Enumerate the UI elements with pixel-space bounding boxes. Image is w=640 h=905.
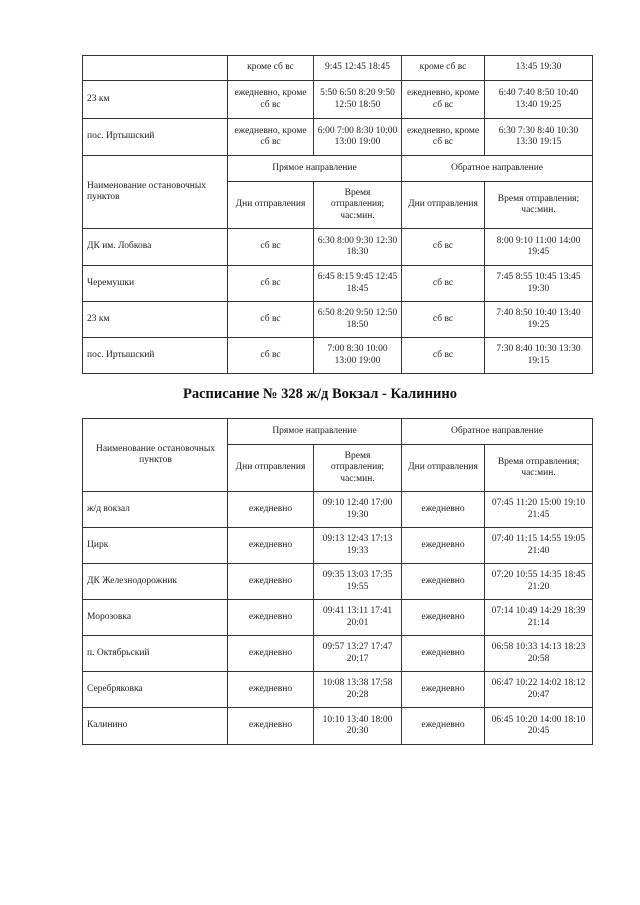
time-forward: 09:10 12:40 17:00 19:30 <box>314 492 402 528</box>
time-forward: 09:13 12:43 17:13 19:33 <box>314 528 402 564</box>
header-time-backward: Время отправления; час:мин. <box>485 182 593 229</box>
header-forward: Прямое направление <box>228 419 402 445</box>
days-backward: сб вс <box>402 338 485 374</box>
header-days-backward: Дни отправления <box>402 445 485 492</box>
days-forward: сб вс <box>228 302 314 338</box>
schedule-table-2 <box>82 418 593 745</box>
time-backward: 06:58 10:33 14:13 18:23 20:58 <box>485 636 593 672</box>
table-row <box>83 600 593 636</box>
time-forward: 6:45 8:15 9:45 12:45 18:45 <box>314 266 402 302</box>
days-backward: ежедневно <box>402 636 485 672</box>
header-stop-name: Наименование остановочных пунктов <box>83 156 228 229</box>
stop-name: ДК им. Лобкова <box>83 229 228 266</box>
header-days-forward: Дни отправления <box>228 445 314 492</box>
days-forward: сб вс <box>228 229 314 266</box>
stop-name: Цирк <box>83 528 228 564</box>
time-backward: 7:30 8:40 10:30 13:30 19:15 <box>485 338 593 374</box>
stop-name: пос. Иртышский <box>83 119 228 156</box>
days-forward: ежедневно, кроме сб вс <box>228 119 314 156</box>
time-backward: 7:40 8:50 10:40 13:40 19:25 <box>485 302 593 338</box>
days-backward: кроме сб вс <box>402 56 485 81</box>
stop-name: Серебряковка <box>83 672 228 708</box>
header-stop-name: Наименование остановочных пунктов <box>83 419 228 492</box>
time-forward: 10:10 13:40 18:00 20:30 <box>314 708 402 745</box>
header-row <box>83 419 593 445</box>
table-row <box>83 119 593 156</box>
weekend-section <box>83 156 593 374</box>
days-backward: ежедневно <box>402 528 485 564</box>
days-backward: сб вс <box>402 302 485 338</box>
stop-name: 23 км <box>83 81 228 119</box>
days-forward: ежедневно <box>228 600 314 636</box>
days-forward: ежедневно <box>228 636 314 672</box>
continuation-rows <box>83 56 593 156</box>
header-time-backward: Время отправления; час:мин. <box>485 445 593 492</box>
time-backward: 6:30 7:30 8:40 10:30 13:30 19:15 <box>485 119 593 156</box>
time-backward: 07:45 11:20 15:00 19:10 21:45 <box>485 492 593 528</box>
days-forward: ежедневно <box>228 672 314 708</box>
time-forward: 9:45 12:45 18:45 <box>314 56 402 81</box>
table-row <box>83 564 593 600</box>
time-backward: 07:40 11:15 14:55 19:05 21:40 <box>485 528 593 564</box>
days-backward: ежедневно <box>402 492 485 528</box>
time-forward: 6:50 8:20 9:50 12:50 18:50 <box>314 302 402 338</box>
header-backward: Обратное направление <box>402 419 593 445</box>
table-row <box>83 229 593 266</box>
table-row <box>83 492 593 528</box>
header-days-backward: Дни отправления <box>402 182 485 229</box>
days-backward: ежедневно <box>402 564 485 600</box>
schedule-table-1 <box>82 55 593 374</box>
header-forward: Прямое направление <box>228 156 402 182</box>
header-row <box>83 156 593 182</box>
section-title: Расписание № 328 ж/д Вокзал - Калинино <box>183 386 457 402</box>
days-backward: сб вс <box>402 229 485 266</box>
days-forward: ежедневно <box>228 528 314 564</box>
table-row <box>83 81 593 119</box>
time-forward: 09:41 13:11 17:41 20:01 <box>314 600 402 636</box>
table-row <box>83 528 593 564</box>
table-row <box>83 708 593 745</box>
stop-name: Калинино <box>83 708 228 745</box>
time-backward: 7:45 8:55 10:45 13:45 19:30 <box>485 266 593 302</box>
time-backward: 07:20 10:55 14:35 18:45 21:20 <box>485 564 593 600</box>
time-forward: 5:50 6:50 8:20 9:50 12:50 18:50 <box>314 81 402 119</box>
table-row <box>83 672 593 708</box>
days-forward: ежедневно, кроме сб вс <box>228 81 314 119</box>
time-forward: 6:30 8:00 9:30 12:30 18:30 <box>314 229 402 266</box>
days-forward: кроме сб вс <box>228 56 314 81</box>
stop-name: ДК Железнодорожник <box>83 564 228 600</box>
table-row <box>83 302 593 338</box>
stop-name: ж/д вокзал <box>83 492 228 528</box>
days-backward: ежедневно <box>402 672 485 708</box>
time-backward: 07:14 10:49 14:29 18:39 21:14 <box>485 600 593 636</box>
days-forward: ежедневно <box>228 492 314 528</box>
time-backward: 06:47 10:22 14:02 18:12 20:47 <box>485 672 593 708</box>
table-row <box>83 56 593 81</box>
header-time-forward: Время отправления; час:мин. <box>314 182 402 229</box>
time-backward: 8:00 9:10 11:00 14:00 19:45 <box>485 229 593 266</box>
days-forward: ежедневно <box>228 564 314 600</box>
days-backward: ежедневно <box>402 708 485 745</box>
stop-name: п. Октябрьский <box>83 636 228 672</box>
days-backward: ежедневно, кроме сб вс <box>402 119 485 156</box>
header-time-forward: Время отправления; час:мин. <box>314 445 402 492</box>
table-row <box>83 636 593 672</box>
time-backward: 06:45 10:20 14:00 18:10 20:45 <box>485 708 593 745</box>
time-forward: 10:08 13:38 17:58 20:28 <box>314 672 402 708</box>
table-row <box>83 266 593 302</box>
stop-name: пос. Иртышский <box>83 338 228 374</box>
header-backward: Обратное направление <box>402 156 593 182</box>
time-forward: 6:00 7:00 8:30 10:00 13:00 19:00 <box>314 119 402 156</box>
time-backward: 6:40 7:40 8:50 10:40 13:40 19:25 <box>485 81 593 119</box>
stop-name: Черемушки <box>83 266 228 302</box>
days-backward: ежедневно, кроме сб вс <box>402 81 485 119</box>
days-forward: сб вс <box>228 338 314 374</box>
days-forward: сб вс <box>228 266 314 302</box>
days-backward: сб вс <box>402 266 485 302</box>
header-days-forward: Дни отправления <box>228 182 314 229</box>
time-forward: 09:35 13:03 17:35 19:55 <box>314 564 402 600</box>
stop-name: 23 км <box>83 302 228 338</box>
stop-name: Морозовка <box>83 600 228 636</box>
time-backward: 13:45 19:30 <box>485 56 593 81</box>
days-backward: ежедневно <box>402 600 485 636</box>
stop-name <box>83 56 228 81</box>
days-forward: ежедневно <box>228 708 314 745</box>
time-forward: 09:57 13:27 17:47 20:17 <box>314 636 402 672</box>
time-forward: 7:00 8:30 10:00 13:00 19:00 <box>314 338 402 374</box>
table-row <box>83 338 593 374</box>
